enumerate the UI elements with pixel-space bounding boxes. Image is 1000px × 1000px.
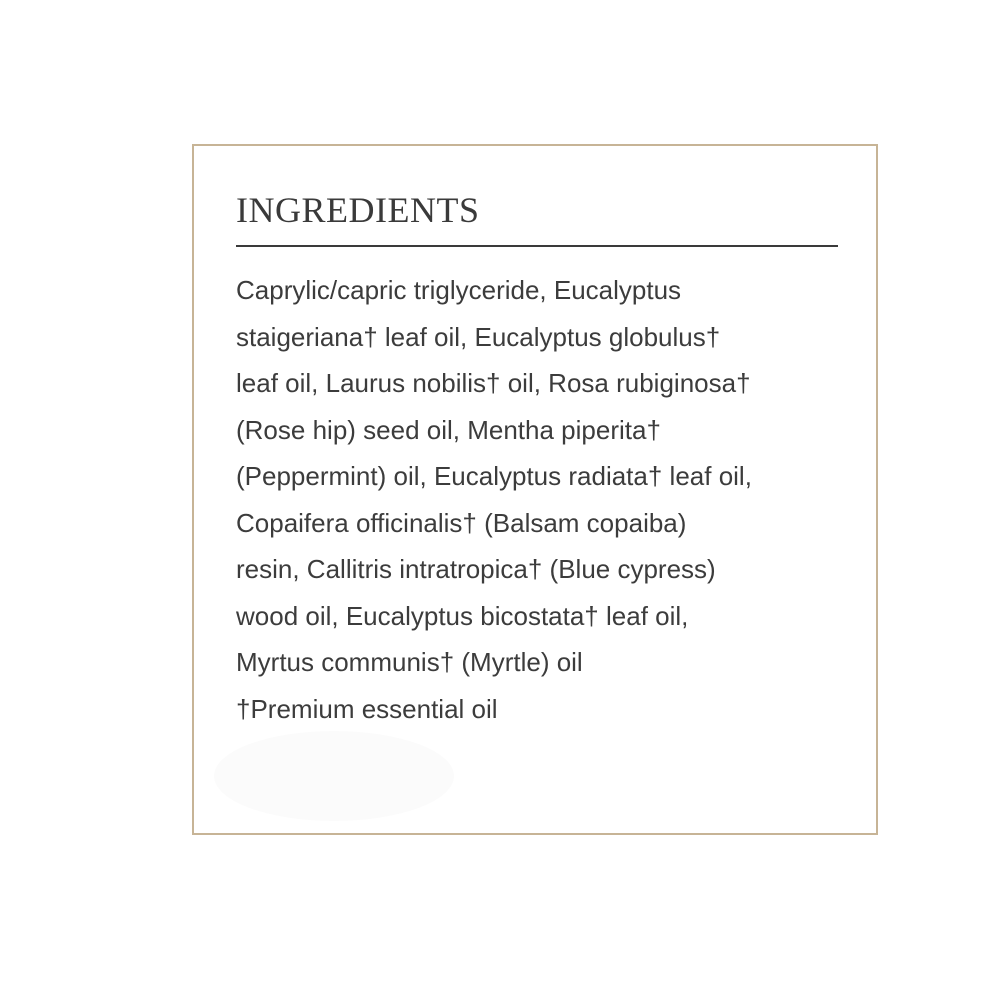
ingredients-line: staigeriana† leaf oil, Eucalyptus globulus† bbox=[236, 321, 721, 352]
ingredients-heading: INGREDIENTS bbox=[236, 190, 480, 230]
ingredients-line: wood oil, Eucalyptus bicostata† leaf oil, bbox=[236, 600, 689, 631]
ingredients-line: leaf oil, Laurus nobilis† oil, Rosa rubiginosa† bbox=[236, 368, 751, 398]
ingredients-panel bbox=[192, 144, 878, 835]
ingredients-line: Caprylic/capric triglyceride, Eucalyptus bbox=[236, 275, 682, 305]
ingredients-line: Copaifera officinalis† (Balsam copaiba) bbox=[236, 507, 687, 538]
ingredients-line: (Rose hip) seed oil, Mentha piperita† bbox=[236, 414, 661, 445]
footnote: †Premium essential oil bbox=[236, 693, 498, 724]
ingredients-list bbox=[236, 267, 856, 732]
ingredients-line: Myrtus communis† (Myrtle) oil bbox=[236, 647, 583, 677]
ingredients-line: (Peppermint) oil, Eucalyptus radiata† leaf oil, bbox=[236, 461, 752, 491]
ingredients-line: resin, Callitris intratropica† (Blue cypress) bbox=[236, 554, 716, 584]
background-smudge bbox=[214, 731, 454, 821]
heading-divider bbox=[236, 245, 838, 247]
